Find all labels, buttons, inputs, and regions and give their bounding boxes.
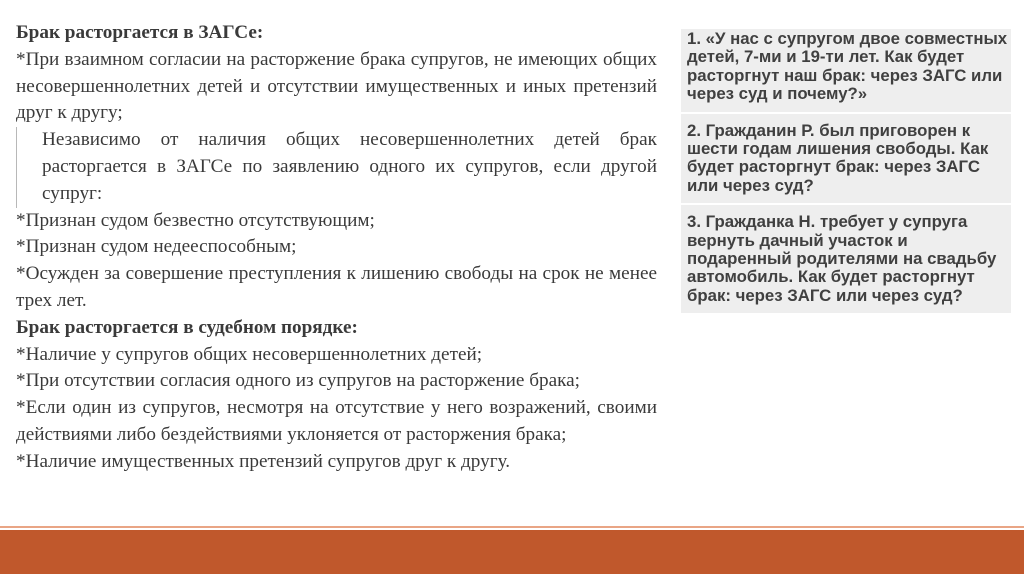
paragraph-no-consent: *При отсутствии согласия одного из супругов на расторжение брака; — [16, 370, 580, 392]
heading-registry-office: Брак расторгается в ЗАГСе: — [16, 22, 264, 43]
paragraph-incapacitated: *Признан судом недееспособным; — [16, 236, 297, 258]
paragraph-minor-children: *Наличие у супругов общих несовершеннолетних детей; — [16, 343, 483, 365]
paragraph-mutual-consent: *При взаимном согласии на расторжение брака супругов, не имеющих общих несовершеннолетних детей и отсутствии имущественных и иных претензий друг к другу; — [16, 48, 657, 124]
paragraph-missing: *Признан судом безвестно отсутствующим; — [16, 209, 375, 231]
paragraph-evasion: *Если один из супругов, несмотря на отсутствие у него возражений, своими действиями либо бездействиями уклоняется от расторжения брака; — [16, 397, 657, 445]
accent-line — [0, 526, 1024, 528]
heading-court: Брак расторгается в судебном порядке: — [16, 316, 358, 338]
paragraph-property-claims: *Наличие имущественных претензий супругов друг к другу. — [16, 450, 511, 472]
footer-bar — [0, 530, 1024, 574]
paragraph-convicted: *Осужден за совершение преступления к лишению свободы на срок не менее трех лет. — [16, 263, 657, 311]
paragraph-regardless-children: Независимо от наличия общих несовершеннолетних детей брак расторгается в ЗАГСе по заявлению одного их супругов, если другой супруг: — [16, 127, 657, 207]
legal-text-block — [16, 20, 657, 476]
question-3: 3. Гражданка Н. требует у супруга вернуть дачный участок и подаренный родителями на свадьбу автомобиль. Как будет расторгнут брак: через ЗАГС или через суд? — [687, 212, 997, 305]
question-1: 1. «У нас с супругом двое совместных детей, 7-ми и 19-ти лет. Как будет расторгнут наш брак: через ЗАГС или через суд и почему?» — [681, 29, 1011, 114]
questions-panel — [681, 29, 1011, 313]
question-2: 2. Гражданин Р. был приговорен к шести годам лишения свободы. Как будет расторгнут брак: через ЗАГС или через суд? — [681, 114, 1011, 206]
